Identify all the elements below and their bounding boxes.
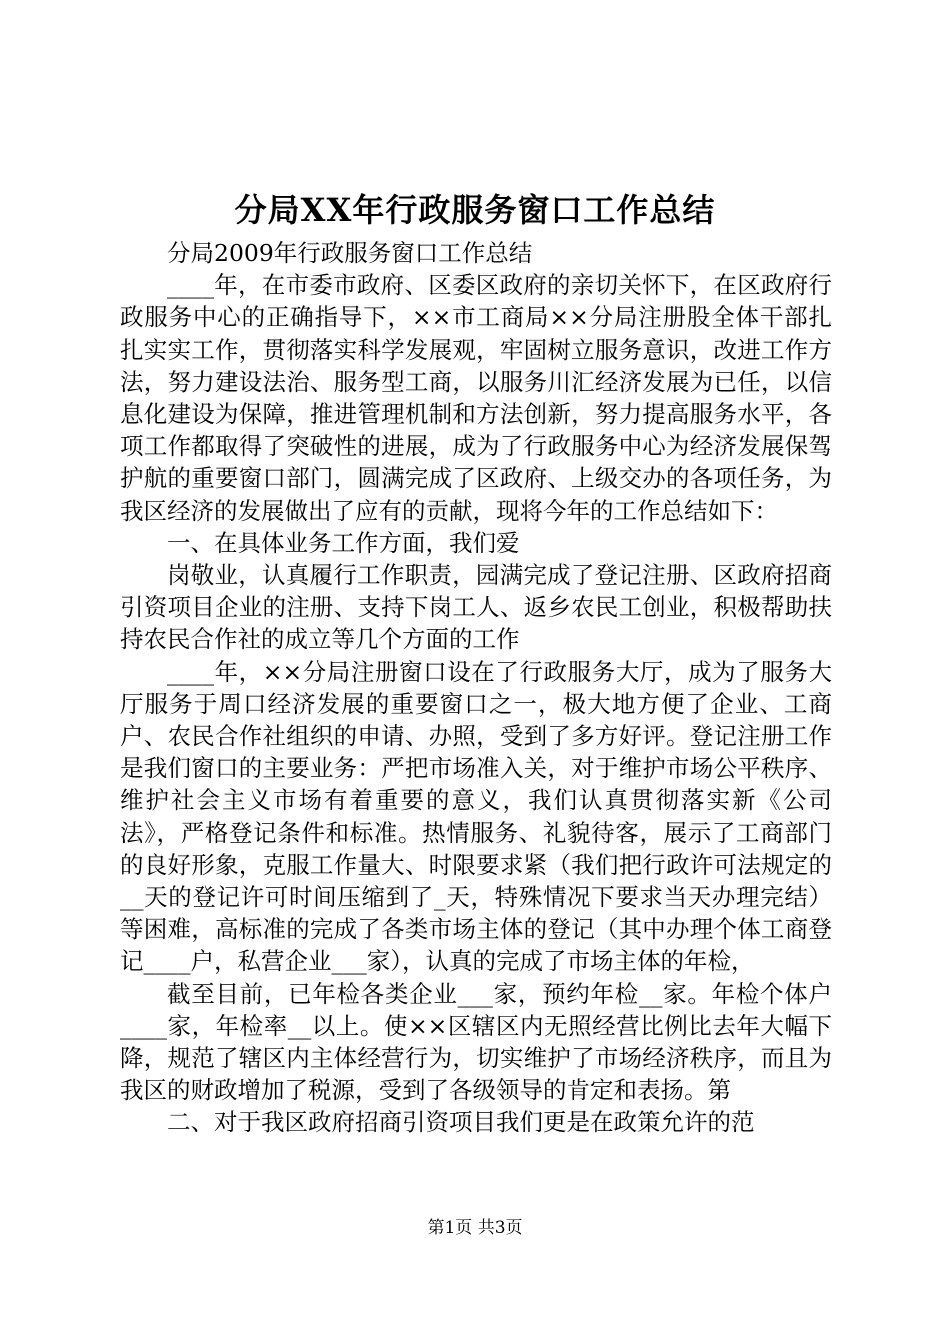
- registration-paragraph: ____年，××分局注册窗口设在了行政服务大厅，成为了服务大厅服务于周口经济发展的重要窗口之一，极大地方便了企业、工商户、农民合作社组织的申请、办照，受到了多方好评。登记注册工作是我们窗口的主要业务：严把市场准入关，对于维护市场公平秩序、维护社会主义市场有着重要的意义，我们认真贯彻落实新《公司法》，严格登记条件和标准。热情服务、礼貌待客，展示了工商部门的良好形象，克服工作量大、时限要求紧（我们把行政许可法规定的__天的登记许可时间压缩到了_天，特殊情况下要求当天办理完结）等困难，高标准的完成了各类市场主体的登记（其中办理个体工商登记____户，私营企业___家），认真的完成了市场主体的年检，: [120, 657, 832, 976]
- section-one-heading: 一、在具体业务工作方面，我们爱: [167, 528, 520, 557]
- intro-paragraph: ____年，在市委市政府、区委区政府的亲切关怀下，在区政府行政服务中心的正确指导下，××市工商局××分局注册股全体干部扎扎实实工作，贯彻落实科学发展观，牢固树立服务意识，改进工作方法，努力建设法治、服务型工商，以服务川汇经济发展为已任，以信息化建设为保障，推进管理机制和方法创新，努力提高服务水平，各项工作都取得了突破性的进展，成为了行政服务中心为经济发展保驾护航的重要窗口部门，圆满完成了区政府、上级交办的各项任务，为我区经济的发展做出了应有的贡献，现将今年的工作总结如下：: [120, 271, 832, 525]
- page-footer: 第1页 共3页: [427, 1218, 523, 1238]
- section-two-paragraph: 二、对于我区政府招商引资项目我们更是在政策允许的范: [167, 1108, 755, 1137]
- subtitle-paragraph: 分局2009年行政服务窗口工作总结: [167, 239, 533, 267]
- document-title: 分局XX年行政服务窗口工作总结: [234, 191, 716, 229]
- annual-inspection-paragraph: 截至目前，已年检各类企业___家，预约年检__家。年检个体户____家，年检率__以上。使××区辖区内无照经营比例比去年大幅下降，规范了辖区内主体经营行为，切实维护了市场经济秩序，而且为我区的财政增加了税源，受到了各级领导的肯定和表扬。第: [120, 979, 832, 1105]
- document-body: [120, 237, 832, 1139]
- section-one-paragraph: 岗敬业，认真履行工作职责，园满完成了登记注册、区政府招商引资项目企业的注册、支持下岗工人、返乡农民工创业，积极帮助扶持农民合作社的成立等几个方面的工作: [120, 561, 832, 654]
